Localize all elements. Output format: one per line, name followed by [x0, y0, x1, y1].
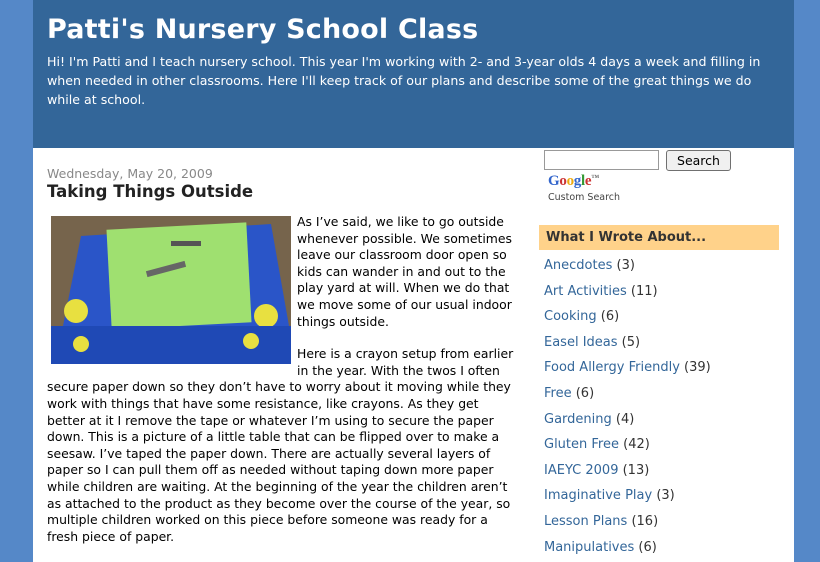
post-body [47, 214, 517, 561]
list-item [544, 282, 711, 308]
list-item [544, 358, 711, 384]
list-item [544, 461, 711, 487]
label-count: (4) [615, 411, 635, 427]
label-count: (39) [684, 360, 711, 376]
label-link[interactable]: Gardening [544, 411, 612, 427]
label-link[interactable]: Imaginative Play [544, 488, 653, 504]
search-button[interactable]: Search [666, 150, 731, 171]
label-link[interactable]: Lesson Plans [544, 513, 628, 529]
label-count: (13) [622, 462, 650, 478]
google-logo-letter: l [580, 173, 585, 189]
google-logo-letter: o [566, 173, 574, 189]
google-logo-letter: G [548, 173, 560, 189]
list-item [544, 256, 711, 282]
blog-header [33, 0, 794, 148]
label-count: (6) [600, 309, 620, 325]
labels-list [544, 256, 711, 562]
search-input[interactable] [544, 150, 659, 170]
label-count: (6) [638, 539, 657, 555]
label-link[interactable]: Easel Ideas [544, 334, 618, 350]
label-count: (42) [623, 437, 650, 453]
label-link[interactable]: IAEYC 2009 [544, 462, 619, 478]
post-photo-crayon-table[interactable] [51, 216, 291, 364]
list-item [544, 538, 711, 562]
blog-title[interactable]: Patti's Nursery School Class [47, 14, 479, 45]
blog-description: Hi! I'm Patti and I teach nursery school. This year I'm working with 2- and 3-year olds 4 days a week and filling in when needed in other classrooms. Here I'll keep track of our plans and describe some of the great things we do while at school. [47, 54, 761, 107]
label-count: (5) [621, 334, 641, 350]
list-item [544, 384, 711, 410]
google-logo-letter: g [573, 173, 581, 189]
content-area [33, 148, 794, 562]
label-link[interactable]: Gluten Free [544, 437, 619, 453]
list-item [544, 333, 711, 359]
post-paragraph: Here is a crayon setup from earlier in the year. With the twos I often secure paper down so they don’t have to worry about it moving while they work with things that have some resistance, like crayons. As they get better at it I remove the tape or whatever I’m using to secure the paper down. This is a picture of a little table that can be flipped over to make a seesaw. I’ve taped the paper down. There are actually several layers of paper so I can pull them off as needed without taping down more paper while children are waiting. At the beginning of the year the children aren’t as attached to the product as they become over the course of the year, so multiple children worked on this piece before someone was ready for a fresh piece of paper. [47, 346, 514, 544]
post-date: Wednesday, May 20, 2009 [47, 166, 213, 181]
label-count: (16) [631, 513, 659, 529]
post-paragraph: As I’ve said, we like to go outside whenever possible. We sometimes leave our classroom door open so kids can wander in and out to the play yard at will. When we do that we move some of our usual indoor things outside. [297, 214, 512, 329]
list-item [544, 410, 711, 436]
label-count: (11) [630, 283, 658, 299]
label-link[interactable]: Manipulatives [544, 539, 635, 555]
list-item [544, 486, 711, 512]
label-link[interactable]: Anecdotes [544, 258, 613, 273]
list-item [544, 512, 711, 538]
labels-widget-title: What I Wrote About... [539, 225, 779, 250]
google-logo-trademark: ™ [591, 173, 599, 182]
label-link[interactable]: Art Activities [544, 283, 627, 299]
label-link[interactable]: Food Allergy Friendly [544, 360, 680, 376]
list-item [544, 435, 711, 461]
label-count: (3) [616, 258, 635, 273]
list-item [544, 307, 711, 333]
google-logo-letter: e [584, 173, 592, 189]
label-link[interactable]: Free [544, 385, 572, 401]
main-column [47, 166, 517, 544]
label-count: (6) [575, 385, 595, 401]
custom-search-label: Custom Search [548, 192, 621, 203]
post-title[interactable]: Taking Things Outside [47, 182, 254, 201]
google-logo-letter: o [559, 173, 567, 189]
label-count: (3) [656, 488, 675, 504]
google-logo [548, 173, 599, 190]
label-link[interactable]: Cooking [544, 309, 597, 325]
